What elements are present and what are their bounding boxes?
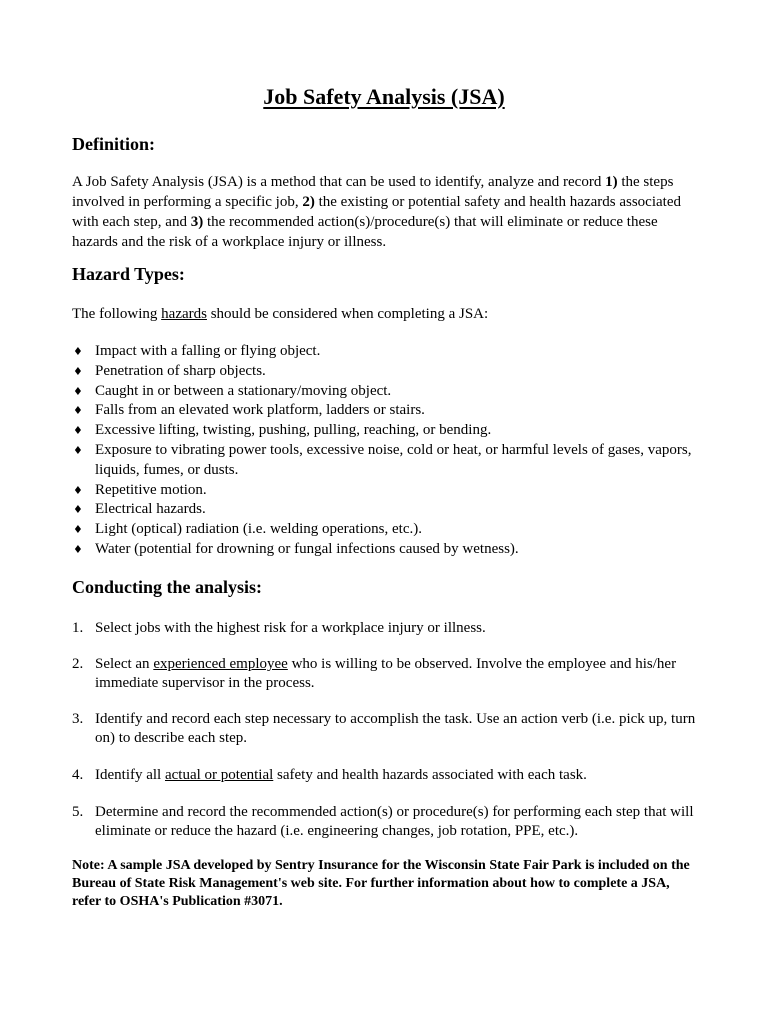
hazard-types-heading: Hazard Types: <box>72 264 185 284</box>
hazard-text: Excessive lifting, twisting, pushing, pulling, reaching, or bending. <box>95 422 492 439</box>
definition-paragraph <box>72 172 698 252</box>
hazard-text: Electrical hazards. <box>95 501 206 518</box>
step-text-before: Select an <box>95 656 154 672</box>
hazard-text: Impact with a falling or flying object. <box>95 343 321 359</box>
hazard-list-item <box>72 540 698 560</box>
hazard-list-item <box>72 362 698 382</box>
hazards-underlined-term: hazards <box>161 306 207 322</box>
diamond-bullet-icon: ♦ <box>73 364 83 378</box>
definition-text-2: the steps involved in performing a specific job, <box>72 174 674 210</box>
diamond-bullet-icon: ♦ <box>73 424 83 438</box>
definition-text-4: the recommended action(s)/procedure(s) that will eliminate or reduce these hazards and the risk of a workplace injury or illness. <box>72 214 658 250</box>
definition-text-3: the existing or potential safety and health hazards associated with each step, and <box>72 194 681 230</box>
publication-note: Note: A sample JSA developed by Sentry Insurance for the Wisconsin State Fair Park is included on the Bureau of State Risk Management's web site. For further information about how to complete a JSA, refer to OSHA's Publication #3071. <box>72 858 690 909</box>
hazard-list-item <box>72 342 698 362</box>
hazard-text: Penetration of sharp objects. <box>95 362 266 379</box>
hazard-list <box>72 342 698 560</box>
diamond-bullet-icon: ♦ <box>73 483 83 497</box>
hazard-list-item <box>72 421 698 441</box>
step-number: 5. <box>72 804 84 820</box>
hazard-list-item <box>72 481 698 501</box>
hazard-intro-before: The following <box>72 306 162 322</box>
hazard-text: Caught in or between a stationary/moving object. <box>95 382 392 399</box>
hazard-text: Falls from an elevated work platform, ladders or stairs. <box>95 402 425 419</box>
step-text: Select jobs with the highest risk for a workplace injury or illness. <box>95 620 486 636</box>
hazard-text: Water (potential for drowning or fungal infections caused by wetness). <box>95 540 519 557</box>
diamond-bullet-icon: ♦ <box>73 542 83 556</box>
hazard-list-item <box>72 500 698 520</box>
hazard-list-item <box>72 382 698 402</box>
step-text-before: Identify all <box>95 767 165 783</box>
hazard-list-item <box>72 441 698 481</box>
diamond-bullet-icon: ♦ <box>73 345 83 358</box>
definition-marker-2: 2) <box>302 194 315 210</box>
diamond-bullet-icon: ♦ <box>73 384 83 398</box>
hazard-list-item <box>72 520 698 540</box>
hazard-intro-after: should be considered when completing a JSA: <box>206 306 489 322</box>
diamond-bullet-icon: ♦ <box>73 503 83 517</box>
definition-heading: Definition: <box>72 134 155 154</box>
step-text-after: safety and health hazards associated with each task. <box>273 767 587 783</box>
step-text-after: who is willing to be observed. Involve the employee and his/her immediate supervisor in the process. <box>95 656 677 691</box>
definition-text-1: A Job Safety Analysis (JSA) is a method that can be used to identify, analyze and record <box>72 174 606 190</box>
analysis-step <box>72 655 698 693</box>
document-title: Job Safety Analysis (JSA) <box>263 84 505 109</box>
step-number: 2. <box>72 656 84 672</box>
diamond-bullet-icon: ♦ <box>73 523 83 537</box>
step-text: Identify and record each step necessary to accomplish the task. Use an action verb (i.e. pick up, turn on) to describe each step. <box>95 711 696 746</box>
hazard-text: Exposure to vibrating power tools, excessive noise, cold or heat, or harmful levels of gases, vapors, liquids, fumes, or dusts. <box>95 441 692 478</box>
hazard-text: Light (optical) radiation (i.e. welding operations, etc.). <box>95 521 422 538</box>
step-number: 1. <box>72 620 84 636</box>
hazard-types-intro <box>72 304 698 324</box>
analysis-step <box>72 619 698 638</box>
diamond-bullet-icon: ♦ <box>73 404 83 418</box>
hazard-text: Repetitive motion. <box>95 481 207 498</box>
analysis-step <box>72 766 698 785</box>
actual-or-potential-term: actual or potential <box>164 767 274 783</box>
analysis-step <box>72 803 698 841</box>
conducting-analysis-heading: Conducting the analysis: <box>72 577 263 597</box>
step-number: 4. <box>72 767 84 783</box>
step-number: 3. <box>72 711 84 727</box>
diamond-bullet-icon: ♦ <box>73 443 83 457</box>
definition-marker-1: 1) <box>605 174 618 190</box>
analysis-step <box>72 710 698 748</box>
experienced-employee-term: experienced employee <box>153 656 288 672</box>
definition-marker-3: 3) <box>190 214 204 230</box>
step-text: Determine and record the recommended action(s) or procedure(s) for performing each step that will eliminate or reduce the hazard (i.e. engineering changes, job rotation, PPE, etc.). <box>95 804 694 839</box>
hazard-list-item <box>72 401 698 421</box>
